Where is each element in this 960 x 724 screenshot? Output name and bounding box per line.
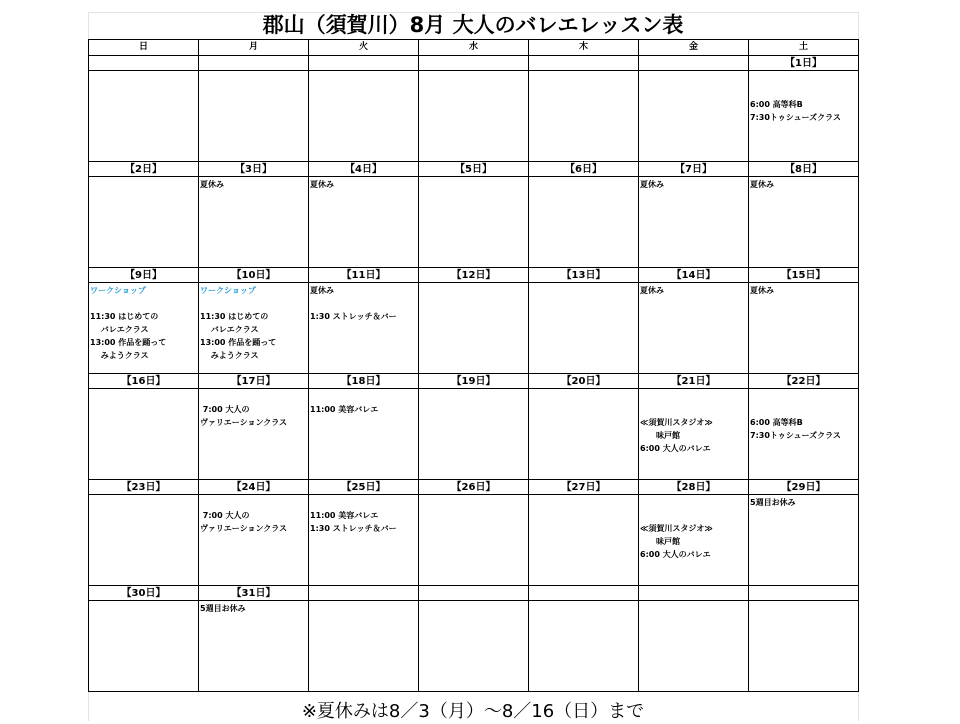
weekday-sat: 土 (749, 40, 859, 56)
day-cell[interactable] (309, 162, 419, 268)
day-schedule (199, 495, 308, 535)
day-cell[interactable] (529, 56, 639, 162)
day-date: 【30日】 (89, 587, 198, 601)
day-date (639, 57, 748, 71)
day-schedule (89, 283, 198, 362)
weekday-fri: 金 (639, 40, 749, 56)
day-schedule (529, 71, 638, 72)
day-schedule (89, 177, 198, 178)
day-date (199, 57, 308, 71)
day-schedule (309, 71, 418, 72)
day-cell[interactable] (419, 56, 529, 162)
day-cell[interactable] (529, 162, 639, 268)
day-cell[interactable] (89, 480, 199, 586)
schedule-line (750, 85, 858, 98)
day-schedule (309, 601, 418, 602)
schedule-line: 6:00 大人のバレエ (640, 444, 711, 453)
schedule-line: 味戸館 (640, 431, 680, 440)
schedule-line: ヴァリエーションクラス (200, 524, 288, 533)
day-cell[interactable] (639, 56, 749, 162)
schedule-line (310, 297, 418, 310)
schedule-line: 11:00 美容バレエ (310, 511, 379, 520)
schedule-line: 夏休み (750, 180, 774, 189)
day-date: 【8日】 (749, 163, 858, 177)
day-cell[interactable] (199, 56, 309, 162)
schedule-line: 味戸館 (640, 537, 680, 546)
weekday-header-row (89, 40, 859, 56)
day-schedule (89, 71, 198, 72)
day-date: 【28日】 (639, 481, 748, 495)
day-schedule (199, 71, 308, 72)
day-cell[interactable] (529, 480, 639, 586)
day-date: 【6日】 (529, 163, 638, 177)
day-cell[interactable] (89, 586, 199, 692)
day-cell[interactable] (89, 56, 199, 162)
day-schedule (419, 495, 528, 496)
day-cell[interactable] (529, 374, 639, 480)
day-date: 【14日】 (639, 269, 748, 283)
day-schedule (419, 177, 528, 178)
day-schedule (199, 177, 308, 191)
day-cell[interactable] (309, 480, 419, 586)
footer-note: ※夏休みは8／3（月）～8／16（日）まで (301, 701, 645, 722)
day-date: 【12日】 (419, 269, 528, 283)
day-date: 【20日】 (529, 375, 638, 389)
schedule-line: みようクラス (90, 351, 149, 360)
schedule-line: 6:00 大人のバレエ (640, 550, 711, 559)
day-schedule (529, 495, 638, 496)
day-date: 【18日】 (309, 375, 418, 389)
day-date (89, 57, 198, 71)
day-cell[interactable] (309, 586, 419, 692)
day-schedule (749, 389, 858, 442)
schedule-line: バレエクラス (90, 325, 149, 334)
day-date: 【27日】 (529, 481, 638, 495)
day-schedule (749, 601, 858, 602)
day-date (529, 587, 638, 601)
day-date (749, 587, 858, 601)
day-cell[interactable] (419, 480, 529, 586)
day-date: 【1日】 (749, 57, 858, 71)
schedule-line: 夏休み (640, 286, 664, 295)
schedule-line: 11:30 はじめての (200, 312, 269, 321)
day-schedule (529, 389, 638, 390)
day-cell[interactable] (529, 586, 639, 692)
schedule-line: 1:30 ストレッチ＆バー (310, 524, 397, 533)
day-date: 【4日】 (309, 163, 418, 177)
day-schedule (309, 389, 418, 416)
day-schedule (639, 601, 748, 602)
week-row (89, 56, 859, 162)
schedule-line: 11:30 はじめての (90, 312, 159, 321)
day-schedule (749, 495, 858, 509)
schedule-line: ワークショップ (90, 286, 146, 295)
schedule-line: 7:00 大人の (200, 511, 250, 520)
day-cell[interactable] (419, 268, 529, 374)
day-date: 【29日】 (749, 481, 858, 495)
day-cell[interactable] (309, 268, 419, 374)
day-schedule (309, 283, 418, 323)
week-row (89, 480, 859, 586)
day-schedule (749, 71, 858, 124)
day-date: 【10日】 (199, 269, 308, 283)
day-cell[interactable] (529, 268, 639, 374)
day-schedule (419, 283, 528, 284)
day-date: 【21日】 (639, 375, 748, 389)
day-date: 【13日】 (529, 269, 638, 283)
schedule-line: ヴァリエーションクラス (200, 418, 288, 427)
day-cell[interactable] (199, 268, 309, 374)
day-date: 【31日】 (199, 587, 308, 601)
week-row (89, 374, 859, 480)
day-cell[interactable] (89, 162, 199, 268)
day-schedule (89, 495, 198, 496)
day-cell[interactable] (749, 586, 859, 692)
weekday-tue: 火 (309, 40, 419, 56)
page-title: 郡山（須賀川）8月 大人のバレエレッスン表 (262, 13, 684, 37)
day-schedule (309, 177, 418, 191)
day-cell[interactable] (749, 374, 859, 480)
day-date: 【15日】 (749, 269, 858, 283)
day-cell[interactable] (309, 56, 419, 162)
day-cell[interactable] (749, 56, 859, 162)
day-date: 【17日】 (199, 375, 308, 389)
schedule-line: 7:30トゥシューズクラス (750, 113, 841, 122)
schedule-line (310, 496, 418, 509)
day-schedule (749, 283, 858, 297)
schedule-line (200, 390, 308, 403)
schedule-line: みようクラス (200, 351, 259, 360)
schedule-line: 13:00 作品を踊って (90, 338, 167, 347)
day-date (419, 57, 528, 71)
schedule-line: 1:30 ストレッチ＆バー (310, 312, 397, 321)
schedule-line (640, 496, 748, 509)
schedule-line: 6:00 高等科B (750, 418, 803, 427)
day-schedule (749, 177, 858, 191)
day-schedule (419, 71, 528, 72)
day-cell[interactable] (639, 374, 749, 480)
weekday-sun: 日 (89, 40, 199, 56)
day-schedule (529, 601, 638, 602)
day-schedule (639, 283, 748, 297)
day-date: 【22日】 (749, 375, 858, 389)
day-cell[interactable] (199, 480, 309, 586)
day-date (419, 587, 528, 601)
day-cell[interactable] (639, 586, 749, 692)
day-date: 【24日】 (199, 481, 308, 495)
day-date: 【16日】 (89, 375, 198, 389)
day-schedule (529, 283, 638, 284)
schedule-line: ワークショップ (200, 286, 256, 295)
schedule-line: ≪須賀川スタジオ≫ (640, 418, 713, 427)
schedule-line (200, 297, 308, 310)
schedule-line: 7:00 大人の (200, 405, 250, 414)
day-date: 【2日】 (89, 163, 198, 177)
schedule-line (640, 509, 748, 522)
schedule-line: 5週目お休み (750, 498, 796, 507)
day-schedule (639, 71, 748, 72)
day-cell[interactable] (419, 162, 529, 268)
day-cell[interactable] (749, 268, 859, 374)
day-schedule (639, 389, 748, 455)
schedule-line: 13:00 作品を踊って (200, 338, 277, 347)
day-cell[interactable] (639, 480, 749, 586)
schedule-line (200, 496, 308, 509)
week-row (89, 162, 859, 268)
week-row (89, 586, 859, 692)
schedule-line (750, 390, 858, 403)
schedule-line (640, 390, 748, 403)
day-cell[interactable] (639, 162, 749, 268)
day-cell[interactable] (89, 374, 199, 480)
day-cell[interactable] (749, 480, 859, 586)
day-schedule (529, 177, 638, 178)
day-date: 【7日】 (639, 163, 748, 177)
day-cell[interactable] (309, 374, 419, 480)
day-date: 【26日】 (419, 481, 528, 495)
day-cell[interactable] (419, 586, 529, 692)
day-schedule (419, 389, 528, 390)
weekday-mon: 月 (199, 40, 309, 56)
day-date: 【9日】 (89, 269, 198, 283)
schedule-line: 夏休み (750, 286, 774, 295)
calendar-table (88, 39, 859, 692)
day-date (309, 587, 418, 601)
day-date: 【5日】 (419, 163, 528, 177)
schedule-line (640, 403, 748, 416)
day-date (309, 57, 418, 71)
day-schedule (639, 177, 748, 191)
schedule-line: 7:30トゥシューズクラス (750, 431, 841, 440)
day-schedule (199, 601, 308, 615)
day-schedule (309, 495, 418, 535)
day-date: 【19日】 (419, 375, 528, 389)
day-schedule (89, 601, 198, 602)
schedule-line: 夏休み (200, 180, 224, 189)
schedule-line (750, 72, 858, 85)
week-row (89, 268, 859, 374)
schedule-line: バレエクラス (200, 325, 259, 334)
schedule-line: 夏休み (310, 180, 334, 189)
day-schedule (639, 495, 748, 561)
day-cell[interactable] (199, 162, 309, 268)
day-date: 【11日】 (309, 269, 418, 283)
schedule-line: 11:00 美容バレエ (310, 405, 379, 414)
day-date: 【25日】 (309, 481, 418, 495)
schedule-line: ≪須賀川スタジオ≫ (640, 524, 713, 533)
schedule-line: 夏休み (310, 286, 334, 295)
day-cell[interactable] (749, 162, 859, 268)
day-cell[interactable] (199, 374, 309, 480)
day-schedule (89, 389, 198, 390)
schedule-line (310, 390, 418, 403)
day-cell[interactable] (89, 268, 199, 374)
schedule-line: 夏休み (640, 180, 664, 189)
weekday-wed: 水 (419, 40, 529, 56)
day-cell[interactable] (639, 268, 749, 374)
weekday-thu: 木 (529, 40, 639, 56)
day-date: 【23日】 (89, 481, 198, 495)
schedule-line: 5週目お休み (200, 604, 246, 613)
day-date: 【3日】 (199, 163, 308, 177)
day-schedule (419, 601, 528, 602)
day-schedule (199, 389, 308, 429)
day-schedule (199, 283, 308, 362)
day-date (529, 57, 638, 71)
schedule-line (750, 403, 858, 416)
day-cell[interactable] (199, 586, 309, 692)
day-cell[interactable] (419, 374, 529, 480)
day-date (639, 587, 748, 601)
schedule-line (90, 297, 198, 310)
schedule-line: 6:00 高等科B (750, 100, 803, 109)
